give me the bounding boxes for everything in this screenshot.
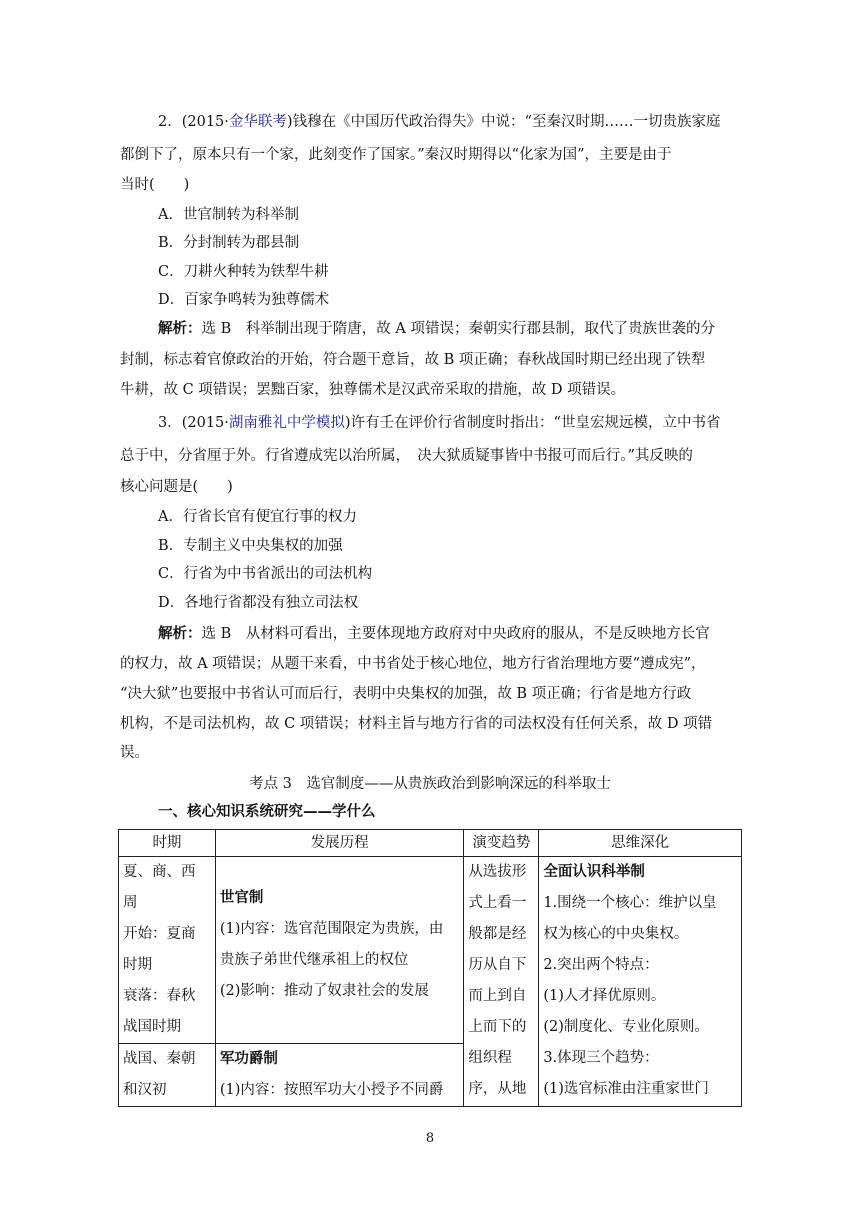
section-subtitle: 一、核心知识系统研究——学什么 [158, 804, 376, 820]
header-deepening: 思维深化 [539, 830, 742, 857]
knowledge-table [118, 829, 742, 1107]
q2-source: 金华联考 [228, 114, 287, 130]
q3-line-1: 3．(2015·湖南雅礼中学模拟)许有壬在评价行省制度时指出：“世皇宏规远模，立中书省 [158, 415, 721, 431]
deepening-cell: 全面认识科举制 1.围绕一个核心：维护以皇 权为核心的中央集权。 2.突出两个特点： (1)人才择优原则。 (2)制度化、专业化原则。 3.体现三个趋势： (1)选官标准由注重家世门 [539, 857, 742, 1107]
q2-line-3: 当时( ) [120, 177, 190, 193]
q3-line-2: 总于中，分省厘于外。行省遵成宪以治所属， 决大狱质疑事皆中书报可而后行。”其反映的 [120, 448, 693, 464]
q2-option-b: B．分封制转为郡县制 [158, 235, 300, 251]
q2-analysis-line-2: 封制，标志着官僚政治的开始，符合题干意旨，故 B 项正确；春秋战国时期已经出现了铁犁 [120, 352, 706, 368]
page-number: 8 [425, 1131, 435, 1146]
table-row [119, 857, 742, 1044]
q2-option-d: D．百家争鸣转为独尊儒术 [158, 292, 330, 308]
q3-source: 湖南雅礼中学模拟 [228, 415, 345, 431]
q3-analysis-line-5: 误。 [120, 745, 149, 761]
process-cell: 世官制 (1)内容：选官范围限定为贵族，由 贵族子弟世代继承祖上的权位 (2)影响：推动了奴隶社会的发展 [215, 857, 464, 1044]
q2-line-1: 2．(2015·金华联考)钱穆在《中国历代政治得失》中说：“至秦汉时期……一切贵族家庭 [158, 114, 721, 130]
trend-cell: 从选拔形 式上看一 般都是经 历从自下 而上到自 上而下的 组织程 序，从地 [464, 857, 539, 1107]
q2-analysis-line-3: 牛耕，故 C 项错误；罢黜百家，独尊儒术是汉武帝采取的措施，故 D 项错误。 [120, 382, 626, 398]
q2-line-2: 都倒下了，原本只有一个家，此刻变作了国家。”秦汉时期得以“化家为国”，主要是由于 [120, 147, 672, 163]
header-period: 时期 [119, 830, 216, 857]
q3-option-a: A．行省长官有便宜行事的权力 [158, 509, 357, 525]
q3-option-b: B．专制主义中央集权的加强 [158, 538, 343, 554]
q2-option-a: A．世官制转为科举制 [158, 207, 299, 223]
q3-analysis-line-1: 解析：选 B 从材料可看出，主要体现地方政府对中央政府的服从，不是反映地方长官 [158, 626, 710, 642]
q3-analysis-line-2: 的权力，故 A 项错误；从题干来看，中书省处于核心地位，地方行省治理地方要“遵成宪”， [120, 656, 706, 672]
q3-analysis-line-4: 机构，不是司法机构，故 C 项错误；材料主旨与地方行省的司法权没有任何关系，故 D 项错 [120, 716, 713, 732]
section-title: 考点 3 选官制度——从贵族政治到影响深远的科举取士 [249, 776, 611, 792]
q3-option-d: D．各地行省都没有独立司法权 [158, 595, 359, 611]
q3-analysis-line-3: “决大狱”也要报中书省认可而后行，表明中央集权的加强，故 B 项正确；行省是地方行政 [120, 686, 692, 702]
q2-option-c: C．刀耕火种转为铁犁牛耕 [158, 264, 329, 280]
table-header-row [119, 830, 742, 857]
period-cell: 战国、秦朝 和汉初 [119, 1044, 216, 1107]
q2-analysis-line-1: 解析：选 B 科举制出现于隋唐，故 A 项错误；秦朝实行郡县制，取代了贵族世袭的分 [158, 321, 715, 337]
header-process: 发展历程 [215, 830, 464, 857]
period-cell: 夏、商、西 周 开始：夏商 时期 衰落：春秋 战国时期 [119, 857, 216, 1044]
q3-option-c: C．行省为中书省派出的司法机构 [158, 566, 373, 582]
header-trend: 演变趋势 [464, 830, 539, 857]
q3-line-3: 核心问题是( ) [120, 479, 233, 495]
process-cell: 军功爵制 (1)内容：按照军功大小授予不同爵 [215, 1044, 464, 1107]
